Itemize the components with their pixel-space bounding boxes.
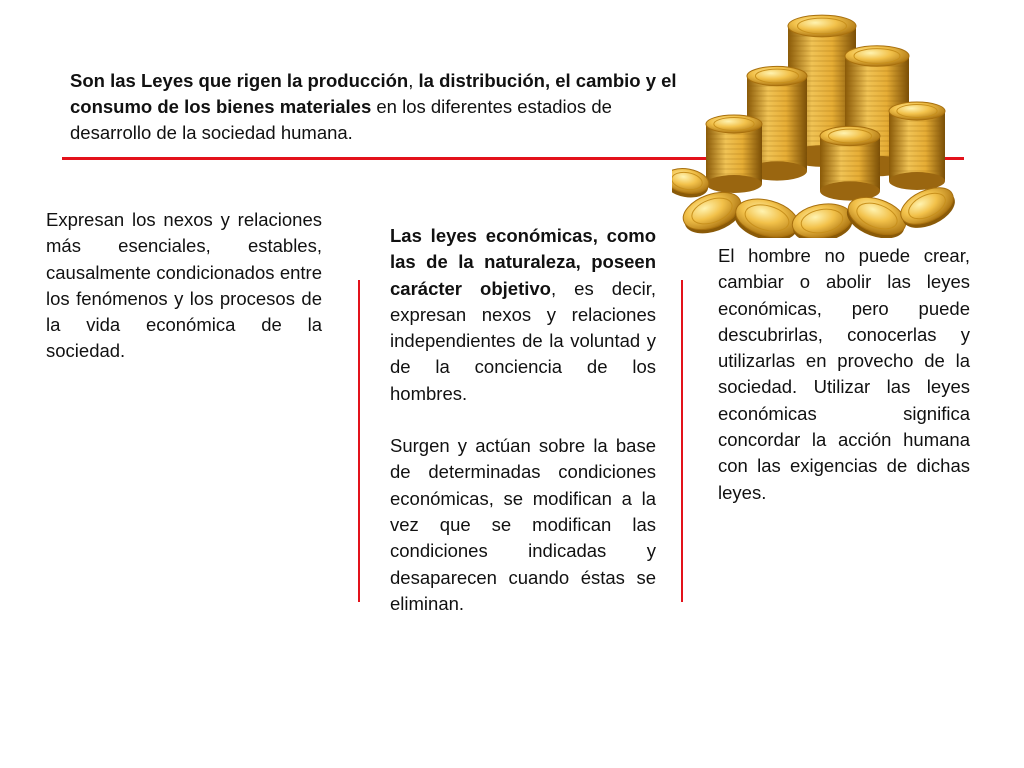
- middle-paragraph-2: Surgen y actúan sobre la base de determinadas condiciones económicas, se modifican a la vez que se modifican las condiciones indicadas y desaparecen cuando éstas se eliminan.: [390, 435, 656, 614]
- header-bold-2: la distribución, el cambio y el consumo de los bienes materiales: [70, 70, 677, 117]
- column-divider-right: [681, 280, 683, 602]
- middle-paragraph-1-bold: Las leyes económicas, como las de la naturaleza, poseen carácter objetivo: [390, 225, 656, 299]
- header-text-1: ,: [408, 70, 419, 91]
- column-divider-left: [358, 280, 360, 602]
- header-text-2: en los diferentes estadios de desarrollo de la sociedad humana.: [70, 96, 612, 143]
- gold-coins-icon: [672, 6, 972, 238]
- header-definition: [70, 68, 680, 146]
- middle-column: [390, 223, 656, 617]
- header-bold-1: Son las Leyes que rigen la producción: [70, 70, 409, 91]
- right-column: [718, 243, 970, 506]
- right-column-text: El hombre no puede crear, cambiar o abolir las leyes económicas, pero puede descubrirlas, conocerlas y utilizarlas en provecho de la sociedad. Utilizar las leyes económicas significa concordar la acción humana con las exigencias de dichas leyes.: [718, 245, 970, 503]
- left-column-text: Expresan los nexos y relaciones más esenciales, estables, causalmente condicionados entre los fenómenos y los procesos de la vida económica de la sociedad.: [46, 209, 322, 362]
- middle-paragraph-1: [390, 223, 656, 407]
- middle-paragraph-1-rest: , es decir, expresan nexos y relaciones independientes de la voluntad y de la conciencia de los hombres.: [390, 277, 656, 404]
- left-column: [46, 207, 322, 365]
